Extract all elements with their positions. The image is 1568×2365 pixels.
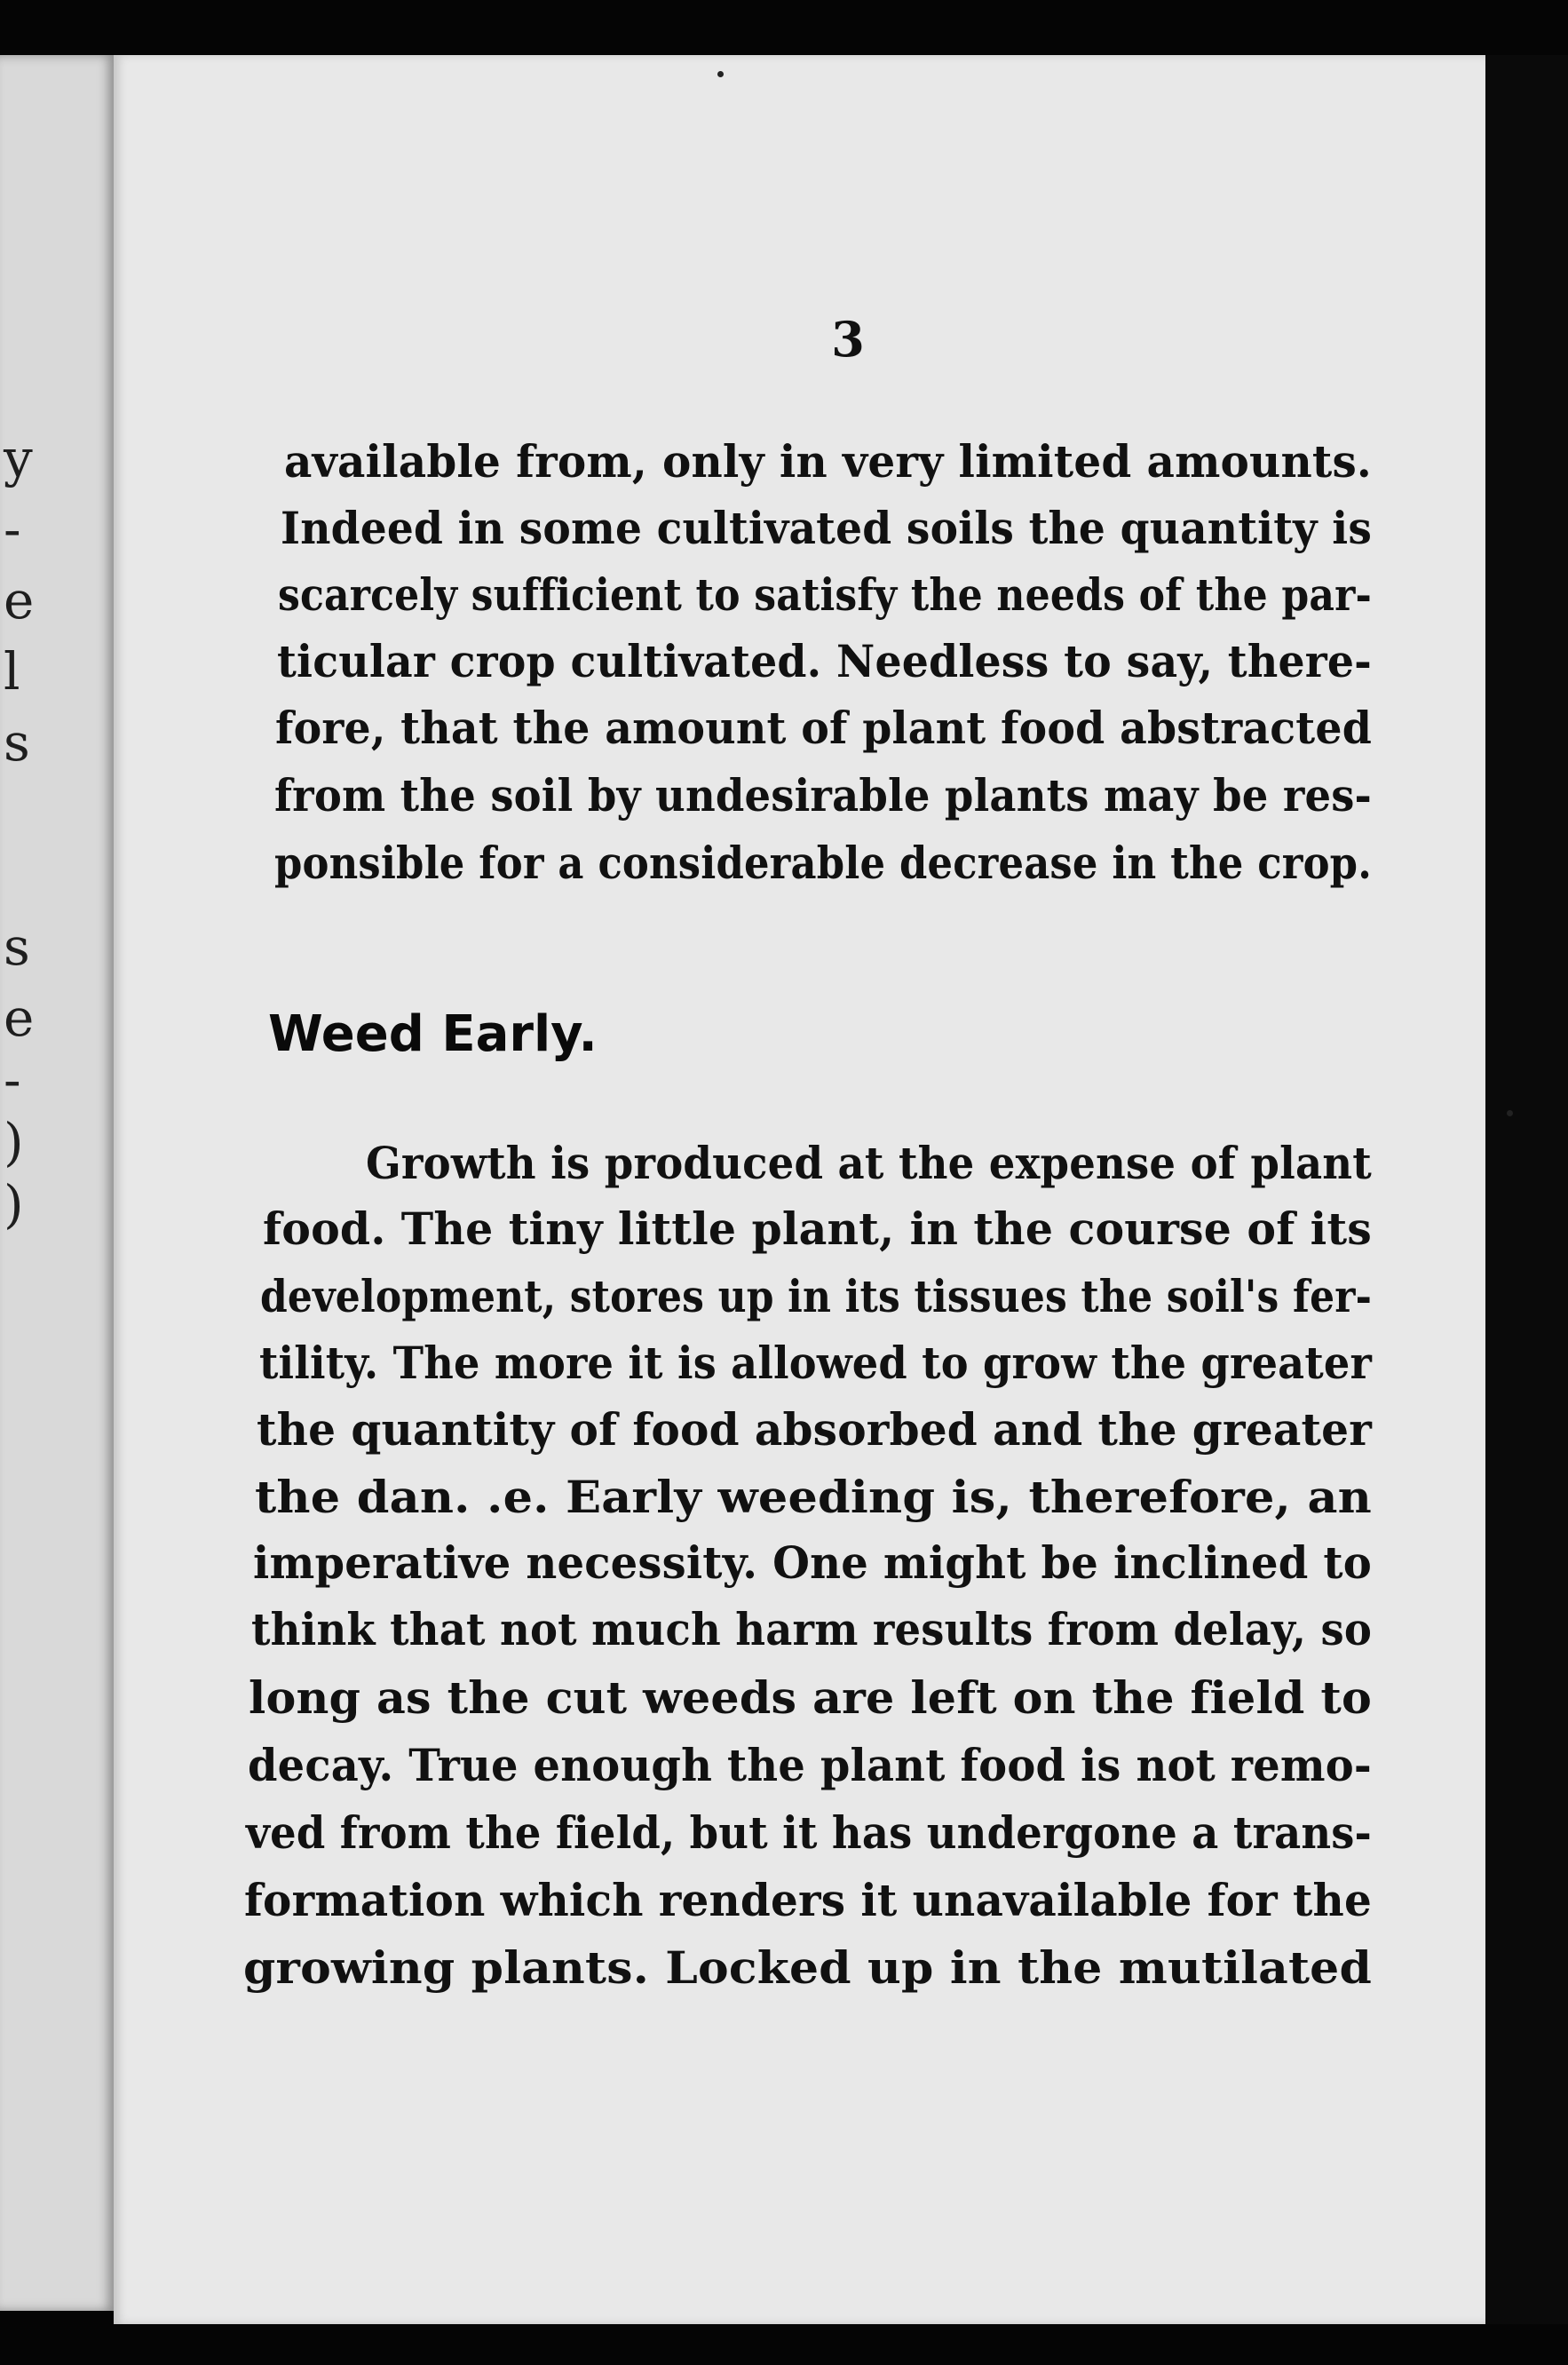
paragraph-2-line: Growth is produced at the expense of plant bbox=[366, 1137, 1372, 1189]
paragraph-1-line: scarcely sufficient to satisfy the needs of the par- bbox=[278, 568, 1372, 621]
facing-page-fragment: ) bbox=[4, 1112, 24, 1172]
facing-page-fragment: e bbox=[4, 988, 35, 1048]
paragraph-2-line: growing plants. Locked up in the mutilated bbox=[243, 1941, 1372, 1994]
paragraph-2-line: imperative necessity. One might be inclined to bbox=[253, 1536, 1372, 1589]
speck bbox=[1507, 1110, 1513, 1116]
paragraph-2-line: ved from the field, but it has undergone a trans- bbox=[246, 1806, 1372, 1859]
facing-page-fragment: l bbox=[4, 641, 20, 702]
paragraph-1-line: ponsible for a considerable decrease in the crop. bbox=[274, 837, 1372, 889]
facing-page-fragment: e bbox=[4, 570, 35, 631]
paragraph-1-line: fore, that the amount of plant food abstracted bbox=[275, 702, 1372, 754]
paragraph-2-line: development, stores up in its tissues the soil's fer- bbox=[260, 1270, 1372, 1322]
facing-page-fragment: ) bbox=[4, 1174, 24, 1234]
facing-page-edge bbox=[0, 55, 115, 2311]
facing-page-fragment: s bbox=[4, 917, 30, 977]
page-number: 3 bbox=[831, 311, 865, 368]
paragraph-1-line: Indeed in some cultivated soils the quantity is bbox=[281, 502, 1372, 554]
facing-page-fragment: - bbox=[4, 499, 21, 560]
section-heading: Weed Early. bbox=[268, 1005, 598, 1063]
paragraph-1-line: available from, only in very limited amounts. bbox=[284, 435, 1372, 488]
paragraph-2-line: food. The tiny little plant, in the course of its bbox=[263, 1202, 1372, 1255]
paragraph-2-line: the dan. .e. Early weeding is, therefore, an bbox=[255, 1471, 1372, 1523]
speck bbox=[717, 71, 724, 77]
paragraph-2-line: tility. The more it is allowed to grow the greater bbox=[259, 1337, 1372, 1389]
facing-page-fragment: s bbox=[4, 712, 30, 773]
scan-border bbox=[1485, 55, 1568, 2324]
facing-page-fragment: - bbox=[4, 1050, 21, 1110]
paragraph-2-line: the quantity of food absorbed and the greater bbox=[257, 1403, 1372, 1456]
paragraph-2-line: formation which renders it unavailable for the bbox=[244, 1874, 1372, 1926]
paragraph-2-line: think that not much harm results from delay, so bbox=[251, 1603, 1372, 1655]
facing-page-fragment: y bbox=[4, 428, 33, 488]
paragraph-2-line: decay. True enough the plant food is not remo- bbox=[248, 1739, 1372, 1791]
paragraph-1-line: ticular crop cultivated. Needless to say, there- bbox=[277, 635, 1372, 687]
paragraph-2-line: long as the cut weeds are left on the field to bbox=[249, 1671, 1373, 1724]
paragraph-1-line: from the soil by undesirable plants may be res- bbox=[274, 769, 1372, 821]
